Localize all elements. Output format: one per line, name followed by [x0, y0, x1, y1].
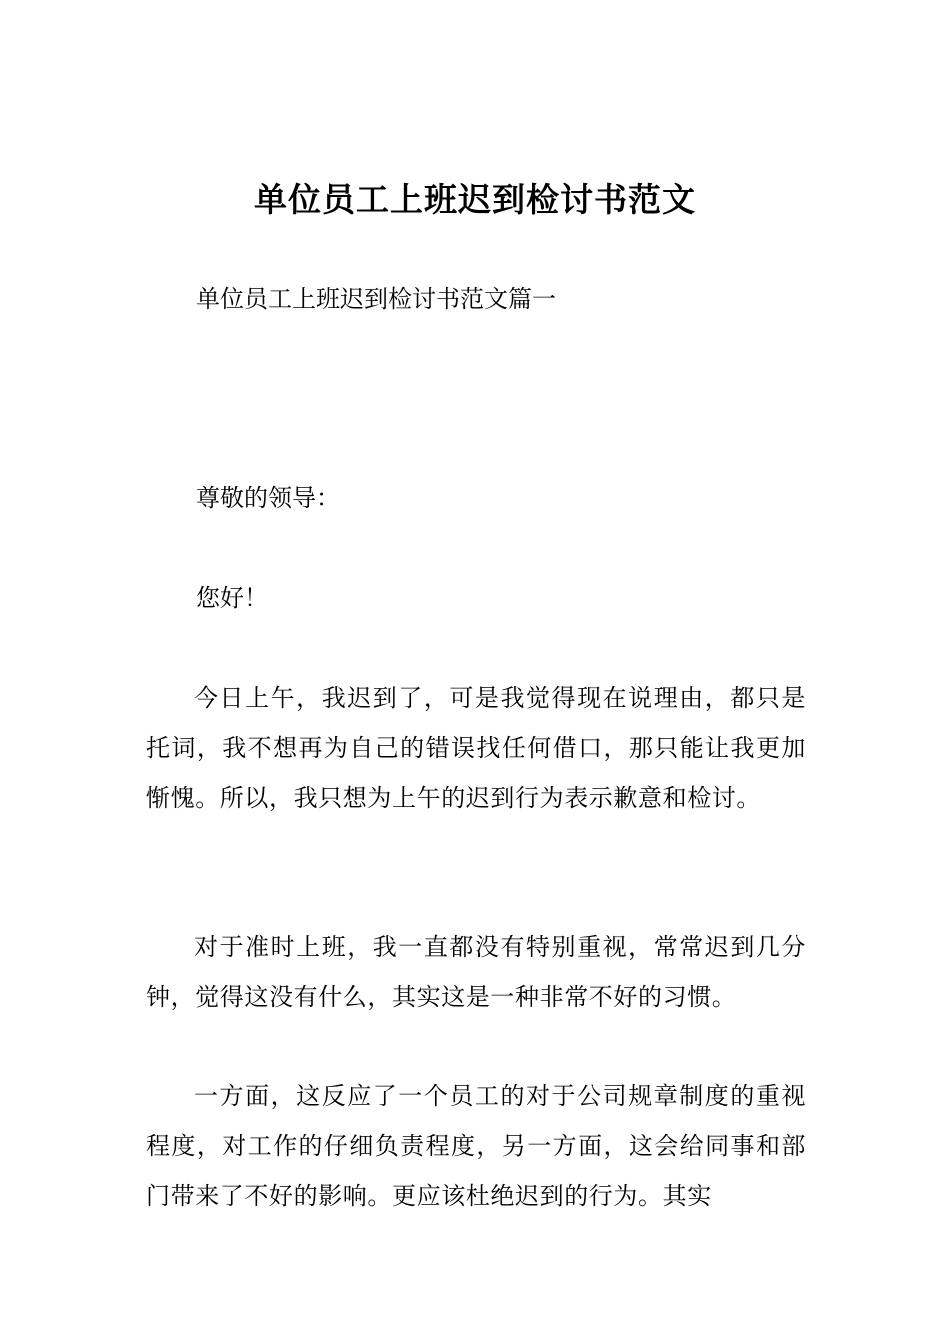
body-paragraph-1: 今日上午，我迟到了，可是我觉得现在说理由，都只是托词，我不想再为自己的错误找任何借口，那只能让我更加惭愧。所以，我只想为上午的迟到行为表示歉意和检讨。	[146, 684, 806, 812]
section-heading: 单位员工上班迟到检讨书范文篇一	[196, 285, 556, 313]
body-paragraph-2: 对于准时上班，我一直都没有特别重视，常常迟到几分钟，觉得这没有什么，其实这是一种非常不好的习惯。	[146, 933, 806, 1011]
document-title: 单位员工上班迟到检讨书范文	[254, 180, 696, 219]
body-paragraph-3: 一方面，这反应了一个员工的对于公司规章制度的重视程度，对工作的仔细负责程度，另一方面，这会给同事和部门带来了不好的影响。更应该杜绝迟到的行为。其实	[146, 1082, 806, 1210]
letter-salutation: 尊敬的领导：	[196, 484, 340, 512]
letter-greeting: 您好！	[196, 584, 268, 612]
